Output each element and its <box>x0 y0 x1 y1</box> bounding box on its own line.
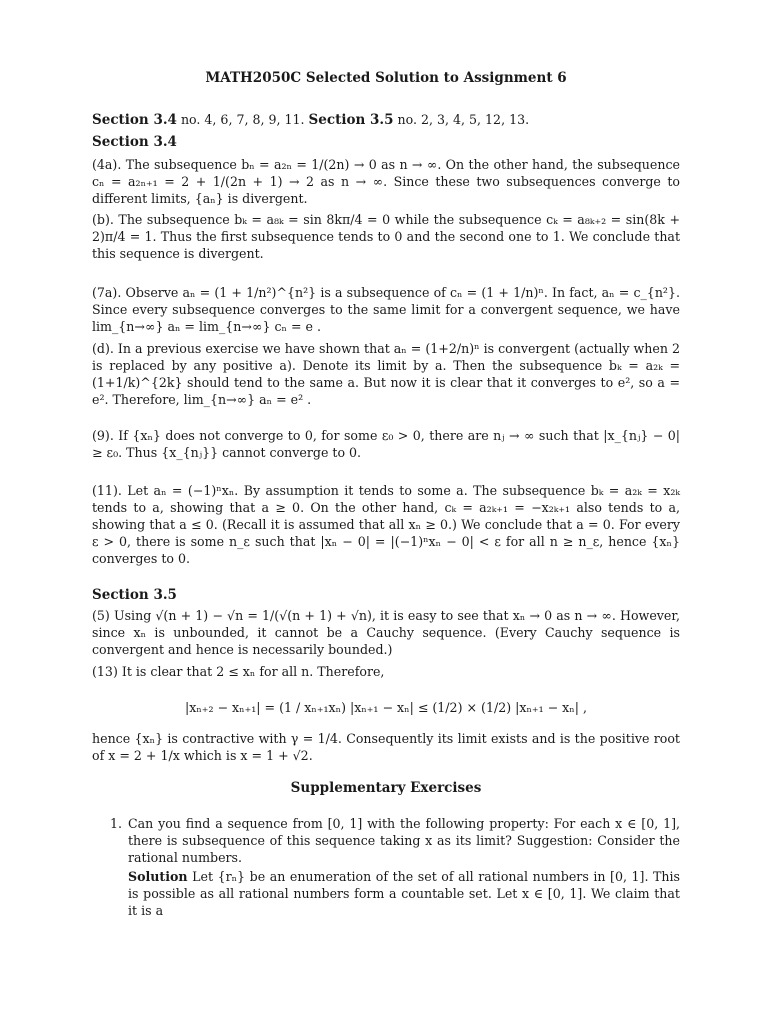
solution-7d: (d). In a previous exercise we have shown that aₙ = (1+2/n)ⁿ is convergent (actually when 2 is replaced by any positive a). Denote its limit by a. Then the subsequence bₖ = a₂ₖ = (1+1/k)^{2k} should tend to the same a. But now it is clear that it converges to e², so a = e². Therefore, lim_{n→∞} aₙ = e² . <box>92 341 680 407</box>
assigned-problems-line <box>92 111 680 129</box>
solution-11: (11). Let aₙ = (−1)ⁿxₙ. By assumption it tends to some a. The subsequence bₖ = a₂ₖ = x₂ₖ tends to a, showing that a ≥ 0. On the other hand, cₖ = a₂ₖ₊₁ = −x₂ₖ₊₁ also tends to a, showing that a ≤ 0. (Recall it is assumed that all xₙ ≥ 0.) We conclude that a = 0. For every ε > 0, there is some n_ε such that |xₙ − 0| = |(−1)ⁿxₙ − 0| < ε for all n ≥ n_ε, hence {xₙ} converges to 0. <box>92 483 680 566</box>
assigned-section34-problems: no. 4, 6, 7, 8, 9, 11. <box>176 112 309 127</box>
exercise-1-number: 1. <box>110 816 123 831</box>
solution-body: Let {rₙ} be an enumeration of the set of all rational numbers in [0, 1]. This is possible as all rational numbers form a countable set. Let x ∈ [0, 1]. We claim that it is a <box>128 869 680 918</box>
assigned-section35-problems: no. 2, 3, 4, 5, 12, 13. <box>393 112 530 127</box>
display-equation-13: |xₙ₊₂ − xₙ₊₁| = (1 / xₙ₊₁xₙ) |xₙ₊₁ − xₙ| ≤ (1/2) × (1/2) |xₙ₊₁ − xₙ| , <box>185 700 587 715</box>
page-title: MATH2050C Selected Solution to Assignment 6 <box>205 70 567 86</box>
exercise-1-text: Can you find a sequence from [0, 1] with the following property: For each x ∈ [0, 1], there is subsequence of this sequence taking x as its limit? Suggestion: Consider the rational numbers. <box>128 816 680 865</box>
solution-9: (9). If {xₙ} does not converge to 0, for some ε₀ > 0, there are nⱼ → ∞ such that |x_{nⱼ} − 0| ≥ ε₀. Thus {x_{nⱼ}} cannot converge to 0. <box>92 428 680 460</box>
supplementary-heading: Supplementary Exercises <box>290 780 482 796</box>
solution-4a: (4a). The subsequence bₙ = a₂ₙ = 1/(2n) → 0 as n → ∞. On the other hand, the subsequence cₙ = a₂ₙ₊₁ = 2 + 1/(2n + 1) → 2 as n → ∞. Since these two subsequences converge to different limits, {aₙ} is divergent. <box>92 157 680 206</box>
solution-5: (5) Using √(n + 1) − √n = 1/(√(n + 1) + √n), it is easy to see that xₙ → 0 as n → ∞. However, since xₙ is unbounded, it cannot be a Cauchy sequence. (Every Cauchy sequence is convergent and hence is necessarily bounded.) <box>92 608 680 657</box>
assigned-section35-label: Section 3.5 <box>308 112 394 128</box>
section-3-4-heading: Section 3.4 <box>92 134 177 150</box>
solution-7a: (7a). Observe aₙ = (1 + 1/n²)^{n²} is a subsequence of cₙ = (1 + 1/n)ⁿ. In fact, aₙ = c_{n²}. Since every subsequence converges to the same limit for a convergent sequence, we have lim_{n→∞} aₙ = lim_{n→∞} cₙ = e . <box>92 285 680 334</box>
section-3-5-heading: Section 3.5 <box>92 587 177 603</box>
assigned-section34-label: Section 3.4 <box>92 112 177 128</box>
exercise-1-solution <box>128 868 680 919</box>
solution-4b: (b). The subsequence bₖ = a₈ₖ = sin 8kπ/4 = 0 while the subsequence cₖ = a₈ₖ₊₂ = sin(8k + 2)π/4 = 1. Thus the first subsequence tends to 0 and the second one to 1. We conclude that this sequence is divergent. <box>92 212 680 261</box>
solution-label: Solution <box>128 869 188 884</box>
solution-13-intro: (13) It is clear that 2 ≤ xₙ for all n. Therefore, <box>92 664 385 679</box>
solution-13-conclusion: hence {xₙ} is contractive with γ = 1/4. Consequently its limit exists and is the positive root of x = 2 + 1/x which is x = 1 + √2. <box>92 731 680 763</box>
